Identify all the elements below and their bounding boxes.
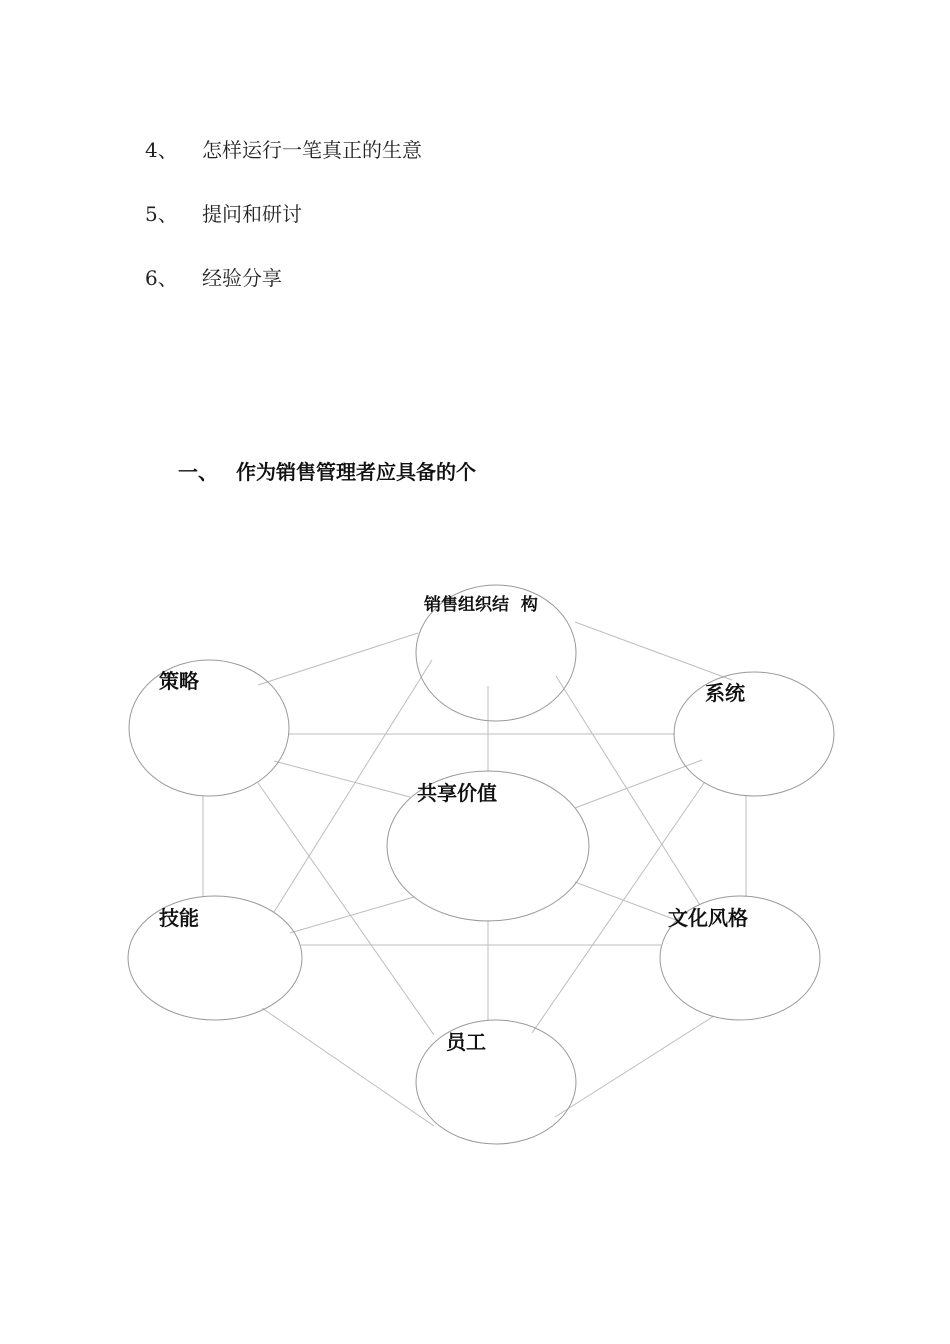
node-system-label: 系统 [705, 681, 745, 705]
node-strategy-ellipse [129, 660, 289, 796]
node-skills-ellipse [128, 896, 302, 1020]
list-text: 经验分享 [202, 266, 282, 290]
node-strategy-label: 策略 [159, 669, 199, 693]
list-text: 提问和研讨 [202, 202, 302, 226]
node-style-label: 文化风格 [668, 906, 748, 930]
list-number: 4、 [145, 138, 178, 162]
edge-shared-style [575, 882, 676, 920]
node-structure-label: 销售组织结 构 [424, 595, 538, 615]
edge-skills-shared [290, 897, 414, 933]
edge-structure-style [556, 676, 700, 905]
edge-style-staff [555, 1016, 714, 1117]
edge-strategy-staff [258, 783, 434, 1035]
edge-structure-skills [274, 660, 432, 912]
node-staff-label: 员工 [446, 1030, 486, 1054]
node-ellipses [128, 585, 834, 1144]
edge-strategy-structure [258, 633, 418, 685]
list-number: 5、 [145, 202, 178, 226]
list-number: 6、 [145, 266, 178, 290]
edge-structure-system [575, 622, 732, 680]
node-system-ellipse [674, 672, 834, 796]
node-staff-ellipse [416, 1020, 576, 1144]
edge-skills-staff [262, 1008, 434, 1126]
list-text: 怎样运行一笔真正的生意 [202, 138, 422, 162]
edge-system-shared [575, 760, 702, 808]
node-skills-label: 技能 [159, 906, 199, 930]
heading-number: 一、 [178, 460, 218, 484]
node-shared-values-label: 共享价值 [417, 781, 497, 805]
edge-strategy-shared [274, 761, 410, 797]
heading-text: 作为销售管理者应具备的个 [236, 460, 476, 484]
